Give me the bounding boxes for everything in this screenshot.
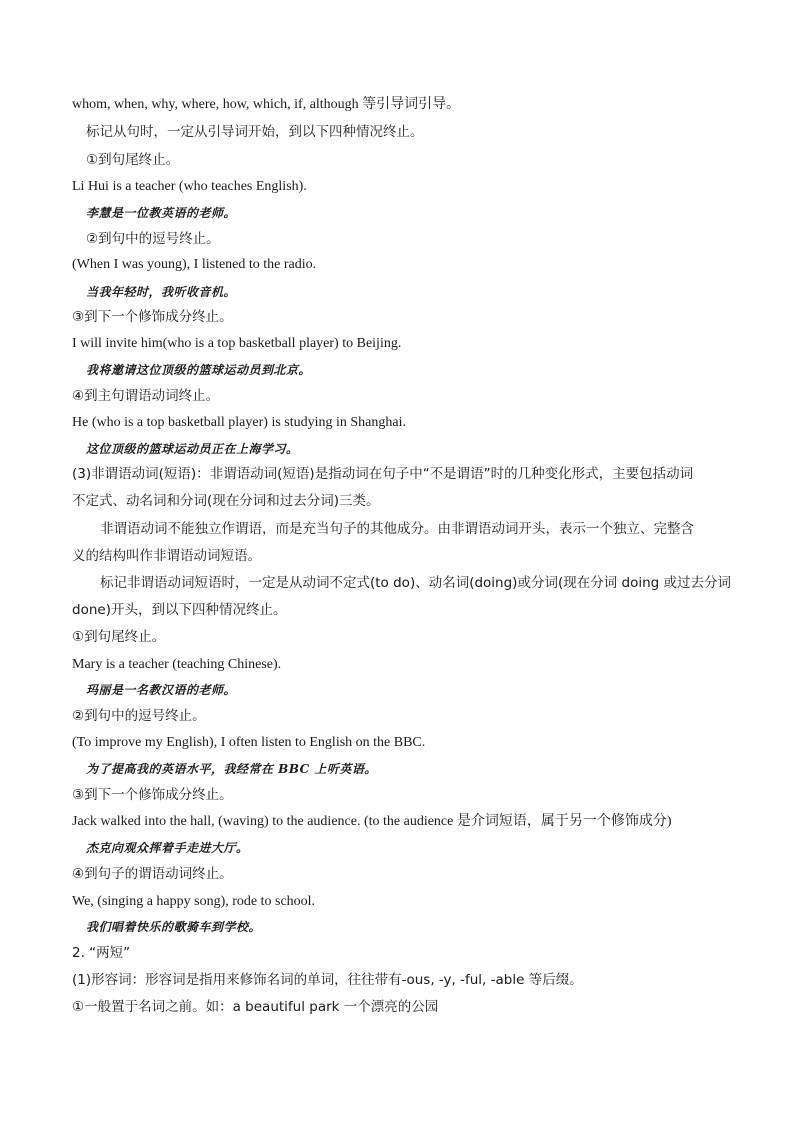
text-line: 标记非谓语动词短语时，一定是从动词不定式(to do)、动名词(doing)或分词(现在分词 doing 或过去分词 [100,575,731,591]
translation-line: 当我年轻时，我听收音机。 [86,285,237,299]
translation-line: 李慧是一位教英语的老师。 [86,206,237,220]
translation-line: 这位顶级的篮球运动员正在上海学习。 [86,442,299,456]
example-sentence: I will invite him(who is a top basketball player) to Beijing. [72,336,402,351]
translation-line: 我将邀请这位顶级的篮球运动员到北京。 [86,363,312,377]
example-sentence: (To improve my English), I often listen to English on the BBC. [72,735,426,750]
text-line: 不定式、动名词和分词(现在分词和过去分词)三类。 [72,493,380,509]
text-line: ①到句尾终止。 [86,152,180,168]
example-sentence: Li Hui is a teacher (who teaches English). [72,179,307,194]
translation-line: 我们唱着快乐的歌骑车到学校。 [86,920,262,934]
text-line: (3)非谓语动词(短语)：非谓语动词(短语)是指动词在句子中“不是谓语”时的几种变化形式，主要包括动词 [72,466,694,482]
text-line: ③到下一个修饰成分终止。 [72,309,233,325]
section-heading: 2. “两短” [72,945,131,961]
text-line: (1)形容词：形容词是指用来修饰名词的单词，往往带有-ous, -y, -ful, -able 等后缀。 [72,972,583,988]
example-sentence: He (who is a top basketball player) is studying in Shanghai. [72,415,406,430]
text-line: ②到句中的逗号终止。 [86,231,220,247]
text-line: ②到句中的逗号终止。 [72,708,206,724]
text-line: ④到句子的谓语动词终止。 [72,866,233,882]
text-line: done)开头，到以下四种情况终止。 [72,602,287,618]
text-line: 标记从句时，一定从引导词开始，到以下四种情况终止。 [86,124,424,140]
translation-line: 玛丽是一名教汉语的老师。 [86,683,237,697]
text-line: ④到主句谓语动词终止。 [72,388,220,404]
example-sentence: We, (singing a happy song), rode to school. [72,894,316,909]
example-sentence: (When I was young), I listened to the radio. [72,257,317,272]
example-sentence: Jack walked into the hall, (waving) to the audience. (to the audience 是介词短语，属于另一个修饰成分) [72,814,672,829]
text-line: ①到句尾终止。 [72,629,166,645]
text-line: 义的结构叫作非谓语动词短语。 [72,548,261,564]
translation-line: 杰克向观众挥着手走进大厅。 [86,841,249,855]
text-line: whom, when, why, where, how, which, if, although 等引导词引导。 [72,97,461,112]
text-line: 非谓语动词不能独立作谓语，而是充当句子的其他成分。由非谓语动词开头，表示一个独立、完整含 [100,521,694,537]
text-line: ①一般置于名词之前。如：a beautiful park 一个漂亮的公园 [72,999,439,1015]
example-sentence: Mary is a teacher (teaching Chinese). [72,657,282,672]
text-line: ③到下一个修饰成分终止。 [72,787,233,803]
translation-line: 为了提高我的英语水平，我经常在 BBC 上听英语。 [86,762,377,776]
